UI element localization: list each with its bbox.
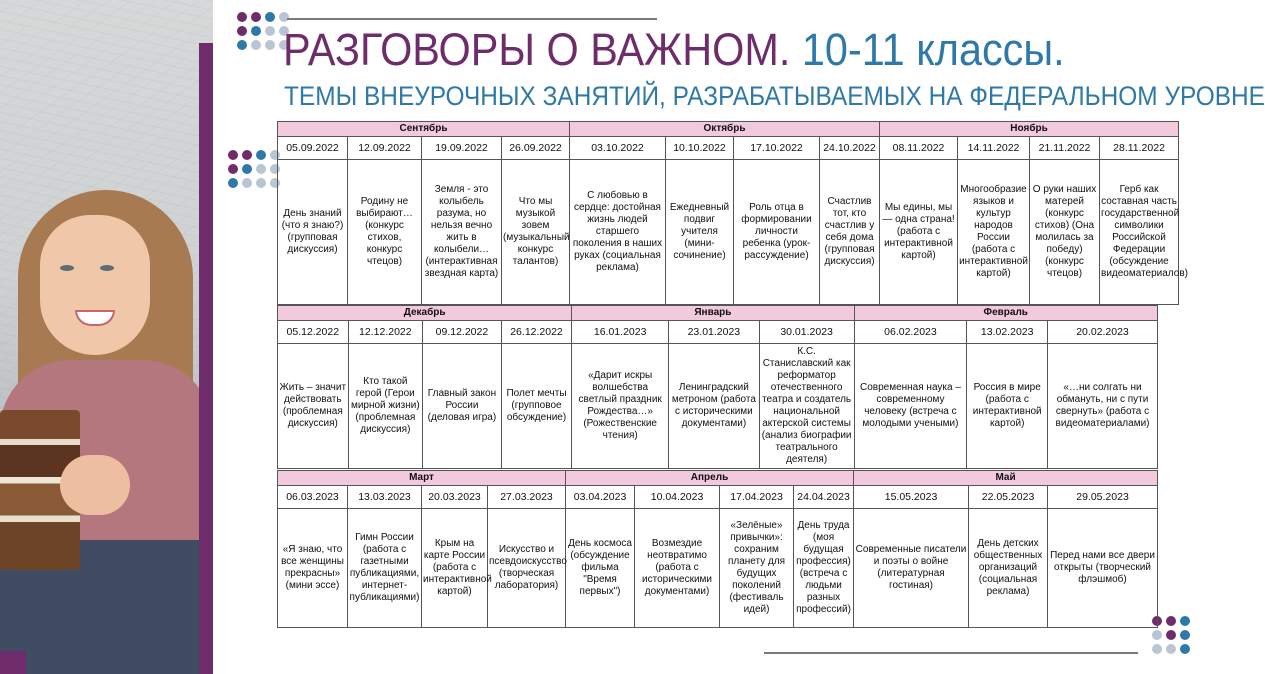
bottom-divider-line [764,652,1138,654]
topic-cell: Роль отца в формировании личности ребенка (урок-рассуждение) [734,160,820,305]
dot [251,26,261,36]
topic-cell: «Зелёные» привычки»: сохраним планету для будущих поколений (фестиваль идей) [720,509,794,628]
date-cell: 28.11.2022 [1100,137,1179,160]
month-header: Январь [572,306,854,321]
dot [1180,616,1190,626]
dot [242,150,252,160]
month-header-row [278,306,1158,321]
student-photo [0,0,213,674]
month-header: Апрель [566,471,854,486]
date-cell: 19.09.2022 [422,137,502,160]
topic-cell: «…ни солгать ни обмануть, ни с пути свернуть» (работа с видеоматериалами) [1048,344,1158,469]
topic-cell: Крым на карте России (работа с интерактивной картой) [422,509,488,628]
dot [242,164,252,174]
month-header-row [278,122,1179,137]
date-cell: 06.03.2023 [278,486,348,509]
topic-cell: День труда (моя будущая профессия) (встреча с людьми разных профессий) [794,509,854,628]
topic-cell: Перед нами все двери открыты (творческий флэшмоб) [1048,509,1158,628]
topic-row [278,344,1158,469]
date-cell: 06.02.2023 [854,321,967,344]
date-row [278,321,1158,344]
date-cell: 03.10.2022 [570,137,666,160]
date-cell: 23.01.2023 [669,321,760,344]
topic-row [278,160,1179,305]
schedule-table-spring [277,470,1158,628]
date-cell: 24.04.2023 [794,486,854,509]
date-cell: 13.02.2023 [967,321,1048,344]
dots-decoration-top [237,12,289,50]
topic-cell: День детских общественных организаций (социальная реклама) [969,509,1048,628]
date-cell: 17.04.2023 [720,486,794,509]
title-grade: 10-11 классы. [801,24,1065,75]
dot [228,178,238,188]
date-cell: 30.01.2023 [759,321,854,344]
date-cell: 09.12.2022 [423,321,502,344]
date-cell: 29.05.2023 [1048,486,1158,509]
dot [265,40,275,50]
date-row [278,486,1158,509]
topic-cell: Счастлив тот, кто счастлив у себя дома (групповая дискуссия) [820,160,880,305]
month-header-row [278,471,1158,486]
dot [237,26,247,36]
month-header: Ноябрь [880,122,1179,137]
date-cell: 17.10.2022 [734,137,820,160]
date-cell: 20.03.2023 [422,486,488,509]
date-cell: 26.12.2022 [501,321,572,344]
topic-cell: О руки наших матерей (конкурс стихов) (Она молилась за победу) (конкурс чтецов) [1030,160,1100,305]
dot [1152,644,1162,654]
date-cell: 12.12.2022 [348,321,423,344]
dot [256,178,266,188]
topic-cell: Герб как составная часть государственной символики Российской Федерации (обсуждение видеоматериалов) [1100,160,1179,305]
face [40,215,150,355]
date-cell: 22.05.2023 [969,486,1048,509]
dot [1166,616,1176,626]
dot [237,12,247,22]
date-cell: 05.12.2022 [278,321,349,344]
month-header: Май [854,471,1158,486]
topic-cell: Что мы музыкой зовем (музыкальный конкурс талантов) [502,160,570,305]
topic-cell: К.С. Станиславский как реформатор отечественного театра и создатель национальной актерской системы (анализ биографии театрального деятеля) [759,344,854,469]
dot [1180,644,1190,654]
dot [251,40,261,50]
topic-cell: Земля - это колыбель разума, но нельзя вечно жить в колыбели… (интерактивная звездная карта) [422,160,502,305]
date-cell: 10.04.2023 [635,486,720,509]
month-header: Март [278,471,566,486]
date-cell: 14.11.2022 [958,137,1030,160]
month-header: Февраль [854,306,1158,321]
topic-cell: Россия в мире (работа с интерактивной картой) [967,344,1048,469]
eye-right [100,265,114,271]
dots-decoration-left [228,150,280,188]
date-cell: 16.01.2023 [572,321,669,344]
month-header: Декабрь [278,306,572,321]
date-cell: 24.10.2022 [820,137,880,160]
dot [1166,644,1176,654]
topic-cell: «Я знаю, что все женщины прекрасны» (мини эссе) [278,509,348,628]
page-subtitle: ТЕМЫ ВНЕУРОЧНЫХ ЗАНЯТИЙ, РАЗРАБАТЫВАЕМЫХ НА ФЕДЕРАЛЬНОМ УРОВНЕ [284,81,1265,111]
date-cell: 21.11.2022 [1030,137,1100,160]
topic-cell: День космоса (обсуждение фильма "Время первых") [566,509,635,628]
dot [1166,630,1176,640]
topic-cell: Современные писатели и поэты о войне (литературная гостиная) [854,509,969,628]
month-header: Сентябрь [278,122,570,137]
topic-cell: Многообразие языков и культур народов России (работа с интерактивной картой) [958,160,1030,305]
topic-cell: Жить – значит действовать (проблемная дискуссия) [278,344,349,469]
topic-cell: День знаний (что я знаю?) (групповая дискуссия) [278,160,348,305]
date-cell: 05.09.2022 [278,137,348,160]
date-cell: 03.04.2023 [566,486,635,509]
date-cell: 20.02.2023 [1048,321,1158,344]
date-cell: 15.05.2023 [854,486,969,509]
schedule-table-autumn [277,121,1188,305]
dot [279,12,289,22]
topic-cell: Гимн России (работа с газетными публикациями, интернет-публикациями) [348,509,422,628]
date-cell: 12.09.2022 [348,137,422,160]
dot [228,164,238,174]
topic-cell: Главный закон России (деловая игра) [423,344,502,469]
topic-cell: Искусство и псевдоискусство (творческая лаборатория) [488,509,566,628]
dot [228,150,238,160]
dot [265,26,275,36]
date-cell: 26.09.2022 [502,137,570,160]
topic-cell: Современная наука – современному человеку (встреча с молодыми учеными) [854,344,967,469]
page-title [283,24,1065,76]
schedule-table-winter [277,305,1158,469]
topic-cell: Полет мечты (групповое обсуждение) [501,344,572,469]
purple-corner-block [0,651,26,674]
topic-row [278,509,1158,628]
topic-cell: Ленинградский метроном (работа с историческими документами) [669,344,760,469]
dot [256,150,266,160]
month-header: Октябрь [570,122,880,137]
topic-cell: Родину не выбирают… (конкурс стихов, конкурс чтецов) [348,160,422,305]
date-cell: 10.10.2022 [666,137,734,160]
date-cell: 08.11.2022 [880,137,958,160]
dot [251,12,261,22]
dot [256,164,266,174]
dot [1180,630,1190,640]
topic-cell: Кто такой герой (Герои мирной жизни) (проблемная дискуссия) [348,344,423,469]
top-divider-line [287,18,657,20]
topic-cell: Мы едины, мы — одна страна! (работа с интерактивной картой) [880,160,958,305]
topic-cell: «Дарит искры волшебства светлый праздник Рождества…» (Рожественские чтения) [572,344,669,469]
purple-vertical-bar [199,43,213,674]
date-cell: 13.03.2023 [348,486,422,509]
dot [1152,630,1162,640]
topic-cell: Ежедневный подвиг учителя (мини-сочинение) [666,160,734,305]
eye-left [60,265,74,271]
dot [242,178,252,188]
dot [237,40,247,50]
title-main: РАЗГОВОРЫ О ВАЖНОМ. [283,24,791,75]
date-cell: 27.03.2023 [488,486,566,509]
hand [60,455,130,515]
date-row [278,137,1179,160]
topic-cell: Возмездие неотвратимо (работа с историческими документами) [635,509,720,628]
topic-cell: С любовью в сердце: достойная жизнь людей старшего поколения в наших руках (социальная реклама) [570,160,666,305]
dot [265,12,275,22]
